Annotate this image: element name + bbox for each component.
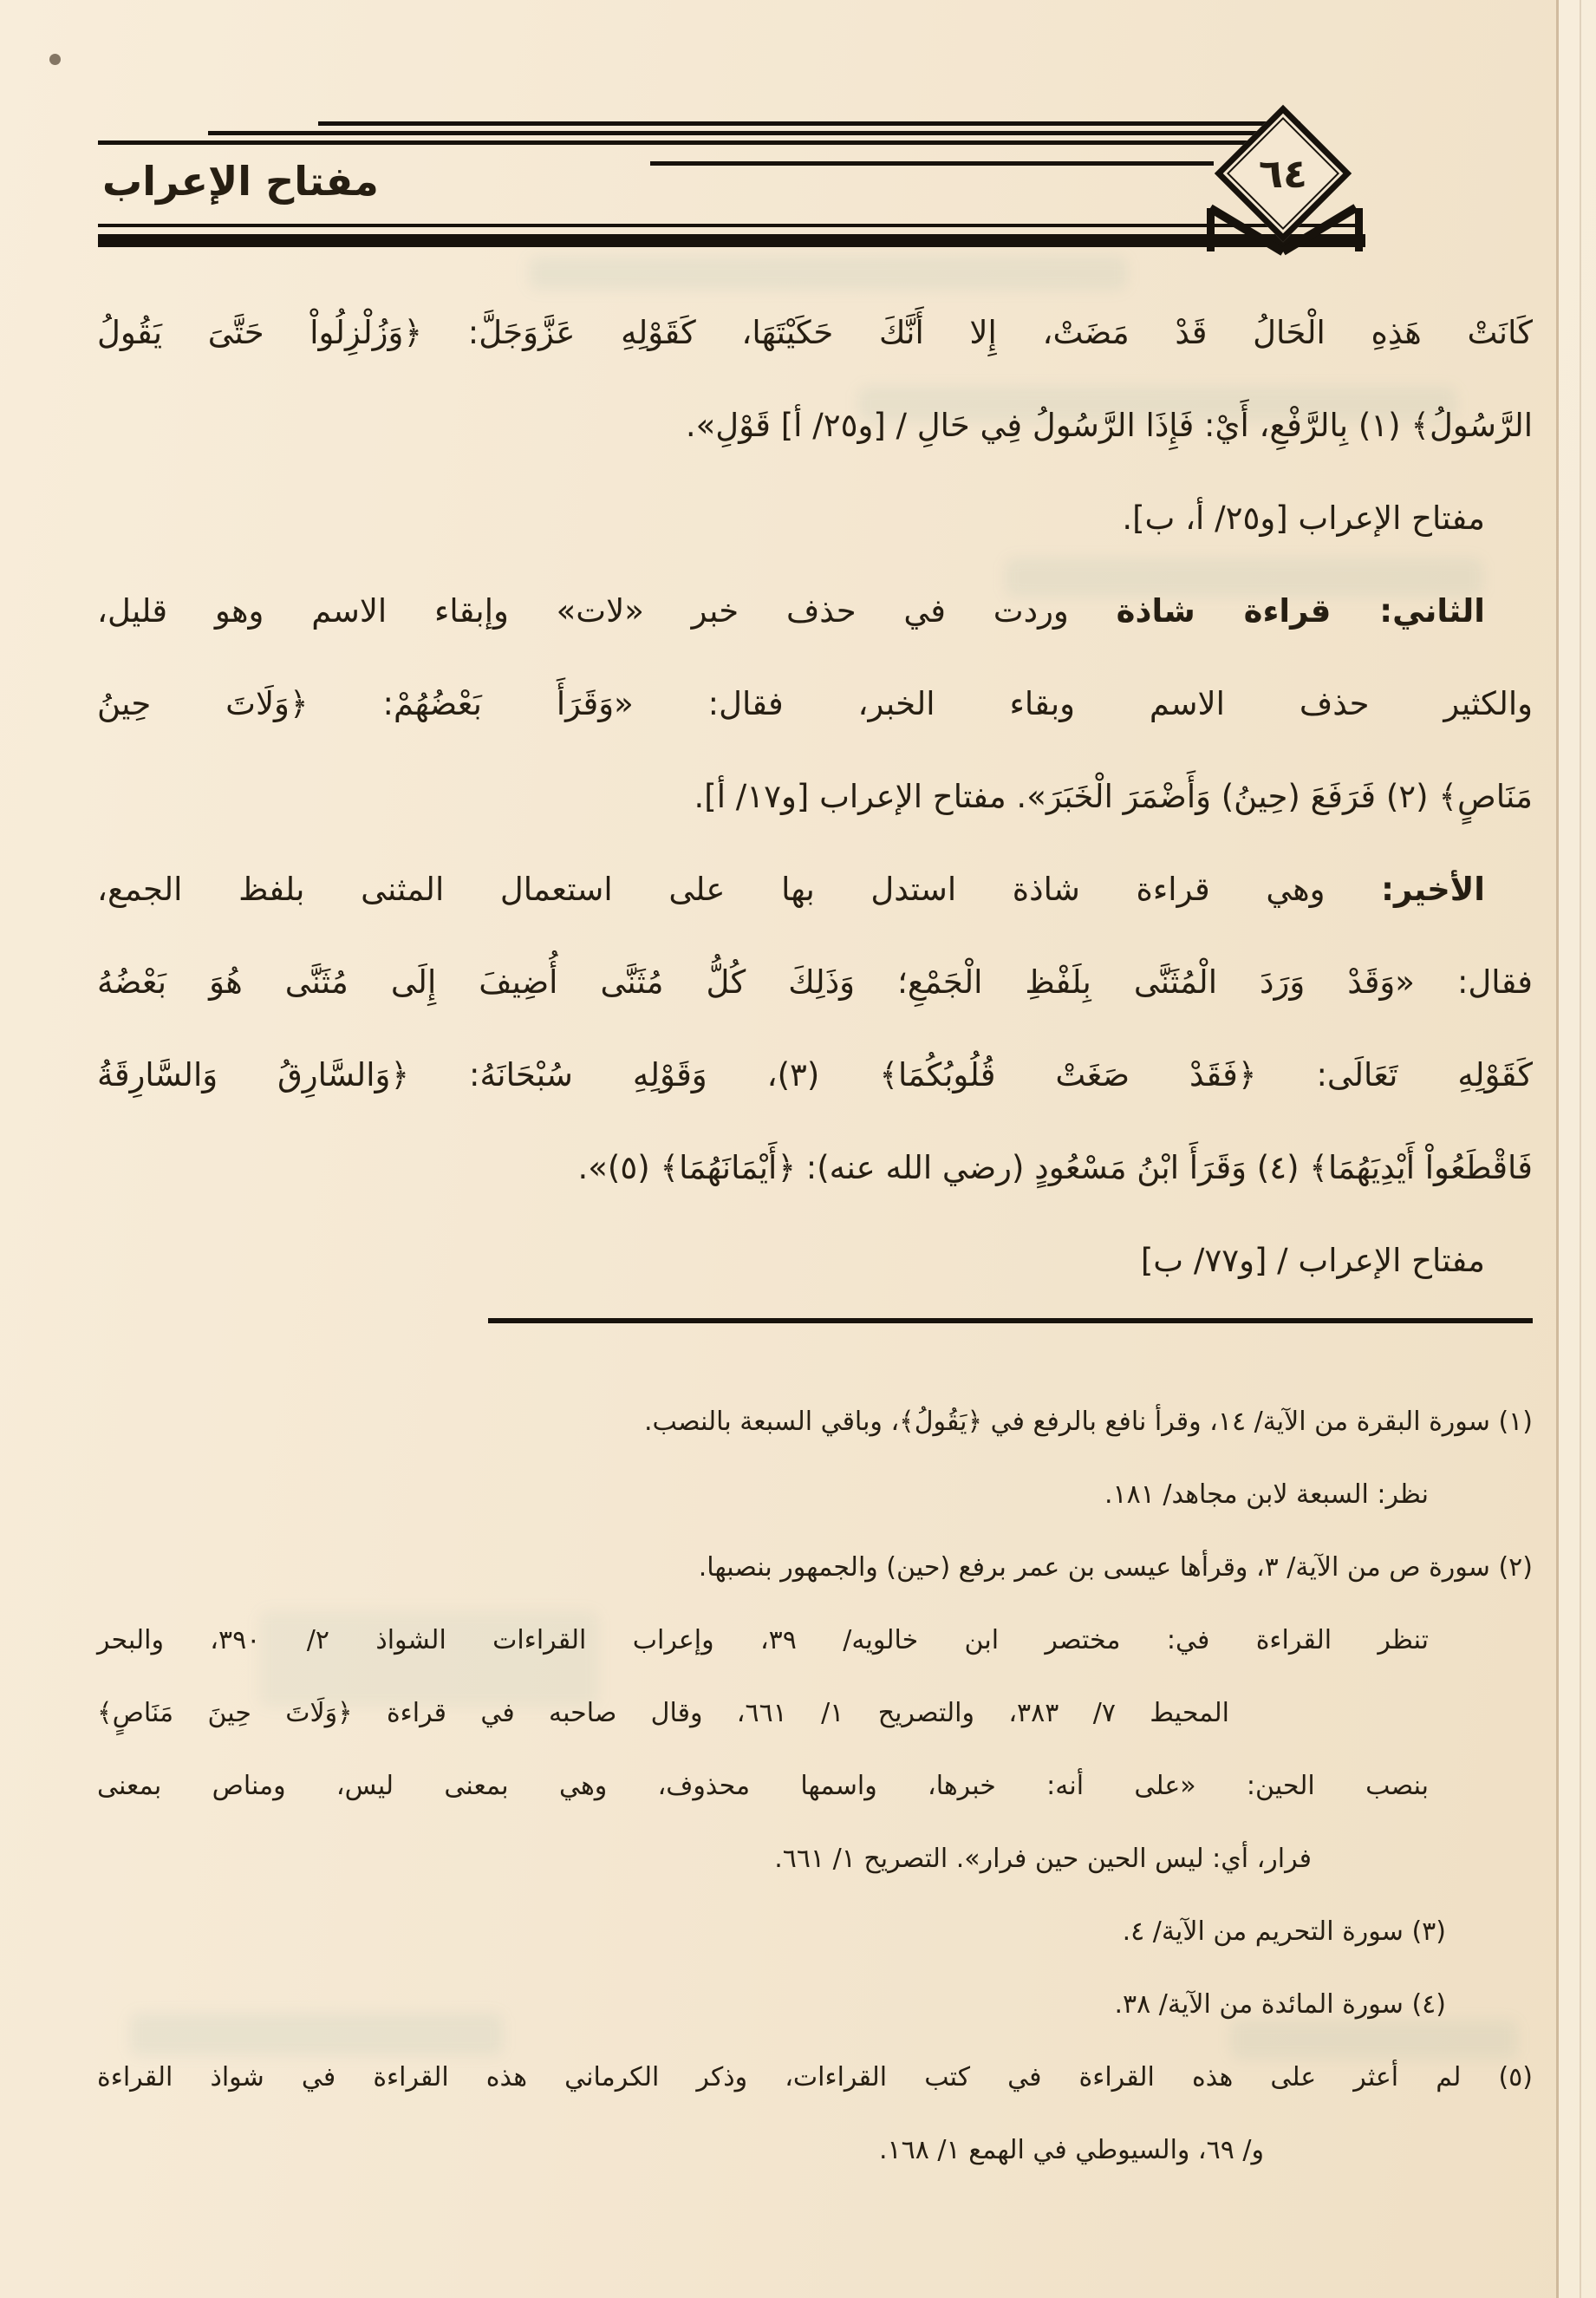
bleed-through-artifact (529, 257, 1127, 290)
header-decorative-line (318, 121, 1300, 126)
body-line (97, 936, 1533, 1028)
footnote-line: نظر: السبعة لابن مجاهد/ ١٨١. (1104, 1479, 1429, 1510)
footnote-line: فرار، أي: ليس الحين حين فرار». التصريح ١/ ٦٦١. (774, 1844, 1312, 1874)
body-line (97, 565, 1533, 657)
body-line-lead: الأخير: (1381, 871, 1485, 908)
footnote-line: المحيط ٧/ ٣٨٣، والتصريح ١/ ٦٦١، وقال صاحبه في قراءة ﴿وَلَاتَ حِينَ مَنَاصٍ﴾ (97, 1698, 1230, 1728)
body-line-text: مفتاح الإعراب / [و٧٧/ ب] (1140, 1242, 1485, 1279)
page-edge-crease (1580, 0, 1581, 2298)
footnote-line: بنصب الحين: «على أنه: خبرها، واسمها محذوف، وهي بمعنى ليس، ومناص بمعنى (97, 1771, 1429, 1801)
header-rule-thin (98, 224, 1355, 227)
footnote-line: و/ ٦٩، والسيوطي في الهمع ١/ ١٦٨. (879, 2135, 1264, 2165)
footnote-line: تنظر القراءة في: مختصر ابن خالويه/ ٣٩، وإعراب القراءات الشواذ ٢/ ٣٩٠، والبحر (97, 1625, 1429, 1655)
body-line-citation (97, 472, 1533, 565)
body-line (97, 286, 1533, 379)
header-decorative-line (98, 140, 1266, 145)
body-line-citation (97, 1214, 1533, 1307)
header-decorative-line (650, 161, 1214, 166)
body-line-text: وهي قراءة شاذة استدل بها على استعمال المثنى بلفظ الجمع، (97, 871, 1382, 908)
body-line-text: وردت في حذف خبر «لات» وإبقاء الاسم وهو قليل، (97, 592, 1117, 630)
book-title: مفتاح الإعراب (102, 158, 379, 205)
body-line (97, 1028, 1533, 1121)
body-line-text: كَانَتْ هَذِهِ الْحَالُ قَدْ مَضَتْ، إِلا أَنَّكَ حَكَيْتَهَا، كَقَوْلِهِ عَزَّوَجَلَّ: ﴿وَزُلْزِلُواْ حَتَّىَ يَقُولُ (97, 314, 1533, 351)
body-line (97, 1121, 1533, 1214)
body-line (97, 379, 1533, 472)
body-line (97, 657, 1533, 750)
header-decorative-line (208, 131, 1283, 135)
page-edge-crease (1556, 0, 1559, 2298)
footnote-line: (٢) سورة ص من الآية/ ٣، وقرأها عيسى بن عمر برفع (حين) والجمهور بنصبها. (698, 1552, 1533, 1583)
page-edge-strip (1559, 0, 1596, 2298)
footnotes (97, 1386, 1533, 2187)
body-line (97, 843, 1533, 936)
header-rule-thick (98, 234, 1365, 247)
body-line-text: مفتاح الإعراب [و٢٥/ أ، ب]. (1122, 499, 1485, 537)
body-line-text: مَنَاصٍ﴾ (٢) فَرَفَعَ (حِينُ) وَأَضْمَرَ الْخَبَرَ». مفتاح الإعراب [و١٧/ أ]. (694, 778, 1533, 815)
footnote-line: (١) سورة البقرة من الآية/ ١٤، وقرأ نافع بالرفع في ﴿يَقُولُ﴾، وباقي السبعة بالنصب. (643, 1407, 1533, 1437)
body-line-text: كَقَوْلِهِ تَعَالَى: ﴿فَقَدْ صَغَتْ قُلُوبُكُمَا﴾ (٣)، وَقَوْلِهِ سُبْحَانَهُ: ﴿وَالسَّارِقُ وَالسَّارِقَةُ (97, 1056, 1533, 1094)
body-line-text: فقال: «وَقَدْ وَرَدَ الْمُثَنَّى بِلَفْظِ الْجَمْعِ؛ وَذَلِكَ كُلُّ مُثَنَّى أُضِيفَ إِلَى مُثَنَّى هُوَ بَعْضُهُ (97, 963, 1533, 1001)
body-line-lead: الثاني: قراءة شاذة (1116, 592, 1485, 630)
page-number-ornament (1196, 87, 1374, 264)
footnote-line: (٣) سورة التحريم من الآية/ ٤. (1122, 1916, 1446, 1947)
body-line-text: والكثير حذف الاسم وبقاء الخبر، فقال: «وَقَرَأَ بَعْضُهُمْ: ﴿وَلَاتَ حِينُ (97, 685, 1533, 722)
body-line-text: فَاقْطَعُواْ أَيْدِيَهُمَا﴾ (٤) وَقَرَأَ ابْنُ مَسْعُودٍ (رضي الله عنه): ﴿أَيْمَانَهُمَا﴾ (٥)». (577, 1149, 1533, 1186)
body-line-text: الرَّسُولُ﴾ (١) بِالرَّفْعِ، أَيْ: فَإِذَا الرَّسُولُ فِي حَالِ / [و٢٥/ أ] قَوْلِ». (685, 407, 1533, 444)
page-number: ٦٤ (1258, 150, 1308, 197)
footnote-line: (٤) سورة المائدة من الآية/ ٣٨. (1114, 1989, 1446, 2020)
body-text (97, 286, 1533, 1307)
scan-speck (49, 54, 61, 65)
footnote-separator (488, 1318, 1533, 1323)
footnote-line: (٥) لم أعثر على هذه القراءة في كتب القراءات، وذكر الكرماني هذه القراءة في شواذ القراءة (97, 2062, 1533, 2092)
body-line (97, 750, 1533, 843)
ornament-post (1355, 208, 1363, 251)
